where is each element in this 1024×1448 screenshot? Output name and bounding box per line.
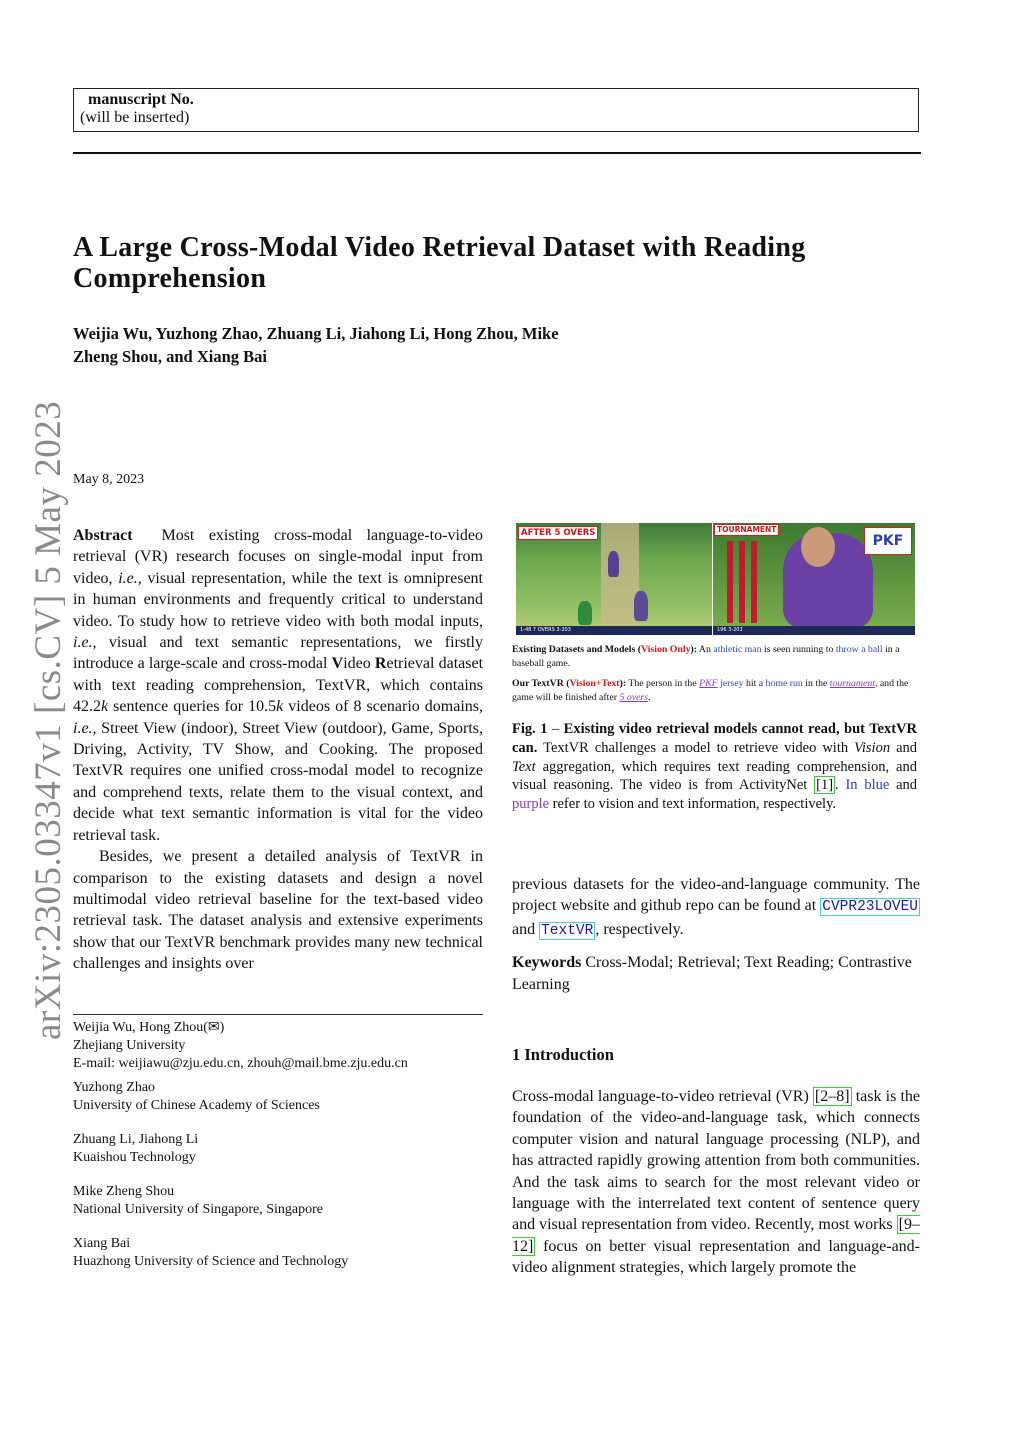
project-website-link[interactable]: CVPR23LOVEU xyxy=(822,899,918,916)
batter-figure xyxy=(608,551,619,577)
stump-shape xyxy=(751,541,757,623)
manuscript-note: (will be inserted) xyxy=(80,109,190,126)
figure-existing-models-line xyxy=(512,643,917,670)
pkf-logo: PKF xyxy=(864,527,912,555)
affiliation-org: National University of Singapore, Singapore xyxy=(73,1202,324,1217)
abstract-text: ideo xyxy=(343,655,375,673)
score-bar: 196 3-203 xyxy=(713,626,915,635)
figure-textvr-line xyxy=(512,677,917,704)
abstract-text: Most existing cross-modal language-to-video retrieval (VR) research focuses on single-modal input from video, xyxy=(73,527,484,587)
body-text: Cross-modal language-to-video retrieval (VR) xyxy=(512,1088,813,1105)
caption-text: and xyxy=(890,739,917,756)
body-text: task is the foundation of the video-and-language task, which connects computer vision and natural language processing (NLP), and has attracted rapidly growing attention from both communities. And the task aims to search for the most relevant video or language with the interrelated text content of sentence query and visual representation from video. Recently, most works xyxy=(512,1088,920,1234)
affiliation-org: University of Chinese Academy of Sciences xyxy=(73,1098,320,1113)
figure-text: , and the game will be finished after xyxy=(512,678,909,703)
citation-link[interactable]: [2–8] xyxy=(814,1088,850,1105)
figure-label: ): xyxy=(690,644,697,655)
figure-text-word: PKF xyxy=(699,678,718,689)
footnote-rule xyxy=(73,1014,483,1015)
body-text: previous datasets for the video-and-language community. The project website and github repo can be found at xyxy=(512,876,920,915)
score-bar: 1-48 7 OVERS 3-203 xyxy=(516,626,712,635)
figure-label: Existing Datasets and Models ( xyxy=(512,644,642,655)
abstract-paragraph-2: Besides, we present a detailed analysis of TextVR in comparison to the existing datasets and design a novel multimodal video retrieval baseline for the text-based video retrieval task. The dataset analysis and extensive experiments show that our TextVR benchmark provides many new technical challenges and insights over xyxy=(73,848,483,973)
abstract xyxy=(73,525,483,975)
affiliation-block xyxy=(73,1019,503,1073)
figure-vision-text: Vision+Text xyxy=(569,678,620,689)
abstract-k: k xyxy=(101,698,109,716)
abstract-r-letter: R xyxy=(374,655,387,673)
figure-label: Our TextVR ( xyxy=(512,678,570,689)
paper-date: May 8, 2023 xyxy=(73,472,145,487)
abstract-text: sentence queries for 10.5 xyxy=(108,698,277,716)
body-text: , respectively. xyxy=(595,920,684,938)
affiliation-names: Mike Zheng Shou xyxy=(73,1184,175,1199)
author-list xyxy=(73,322,713,368)
manuscript-label: manuscript No. xyxy=(88,91,194,108)
stump-shape xyxy=(727,541,733,623)
figure-vision-only: Vision Only xyxy=(641,644,691,655)
figure-1 xyxy=(512,523,917,814)
abstract-v-letter: V xyxy=(331,655,344,673)
abstract-paragraph-1 xyxy=(73,525,483,846)
affiliation-names: Zhuang Li, Jiahong Li xyxy=(73,1132,199,1147)
affiliation-block xyxy=(73,1183,503,1219)
figure-vision-word: throw a ball xyxy=(835,644,883,655)
affiliations xyxy=(73,1019,503,1277)
citation-link[interactable]: [1] xyxy=(816,777,834,794)
affiliation-org: Kuaishou Technology xyxy=(73,1150,196,1165)
figure-text: hit a xyxy=(743,678,766,689)
overlay-label-after-5-overs: AFTER 5 OVERS xyxy=(518,526,598,540)
figure-text: in the xyxy=(802,678,830,689)
abstract-text: visual and text semantic representations, we firstly introduce a large-scale and cross-modal xyxy=(73,634,483,673)
top-rule xyxy=(73,152,921,154)
abstract-text: videos of 8 scenario domains, xyxy=(283,698,484,716)
affiliation-org: Zhejiang University xyxy=(73,1038,186,1053)
body-text: focus on better visual representation and language-and-video alignment strategies, which largely promote the xyxy=(512,1237,920,1277)
caption-label: Fig. 1 xyxy=(512,721,548,737)
cricket-image-left xyxy=(516,523,712,635)
abstract-text: etrieval dataset with text reading comprehension, TextVR, which contains 42.2 xyxy=(73,655,484,716)
abstract-continuation xyxy=(512,874,920,942)
player-figure xyxy=(634,591,648,621)
affiliation-names: Weijia Wu, Hong Zhou(✉) xyxy=(73,1020,225,1035)
figure-text: The person in the xyxy=(626,678,700,689)
github-repo-link[interactable]: TextVR xyxy=(541,922,594,939)
affiliation-block xyxy=(73,1131,503,1167)
caption-text: TextVR challenges a model to retrieve video with xyxy=(537,739,855,756)
abstract-ie: i.e., xyxy=(73,634,97,652)
introduction-paragraph xyxy=(512,1086,920,1279)
paper-title: A Large Cross-Modal Video Retrieval Dataset with Reading Comprehension xyxy=(73,232,806,294)
caption-text: refer to vision and text information, respectively. xyxy=(549,796,837,813)
stump-shape xyxy=(739,541,745,623)
figure-text: in a baseball game. xyxy=(512,644,900,669)
caption-text: – xyxy=(547,721,564,737)
manuscript-box xyxy=(73,88,919,132)
abstract-text: visual representation, while the text is omnipresent in human environments and frequently critical to understand video. To study how to retrieve video with both modal inputs, xyxy=(73,569,483,630)
cricket-image-right xyxy=(713,523,915,635)
caption-text: and xyxy=(889,777,917,794)
caption-purple: purple xyxy=(512,796,550,813)
caption-text: aggregation, which requires text reading comprehension, and visual reasoning. The video is from ActivityNet xyxy=(512,758,917,794)
caption-italic: Vision xyxy=(854,739,891,756)
keywords xyxy=(512,952,920,995)
abstract-label: Abstract xyxy=(73,527,133,544)
body-text: and xyxy=(512,920,540,938)
abstract-ie: i.e., xyxy=(73,719,97,737)
figure-caption xyxy=(512,720,917,814)
figure-images xyxy=(512,523,917,635)
affiliation-block xyxy=(73,1079,503,1115)
fielder-figure xyxy=(578,601,592,625)
abstract-k: k xyxy=(276,698,284,716)
author-line-1: Weijia Wu, Yuzhong Zhao, Zhuang Li, Jiahong Li, Hong Zhou, Mike xyxy=(73,324,559,343)
caption-bold: Existing video retrieval models cannot read, but TextVR can. xyxy=(512,721,918,756)
figure-vision-word: jersey xyxy=(720,678,744,689)
caption-text: . xyxy=(835,777,846,794)
right-column xyxy=(512,874,920,995)
figure-text-word: tournament xyxy=(829,678,875,689)
abstract-text: Street View (indoor), Street View (outdoor), Game, Sports, Driving, Activity, TV Show, and Cooking. The proposed TextVR requires one unified cross-modal model to recognize and comprehend texts, relate them to the visual context, and decide what text semantic information is vital for the video retrieval task. xyxy=(73,719,483,844)
keywords-text: Cross-Modal; Retrieval; Text Reading; Contrastive Learning xyxy=(512,954,912,993)
affiliation-email: E-mail: weijiawu@zju.edu.cn, zhouh@mail.bme.zju.edu.cn xyxy=(73,1056,408,1071)
abstract-ie: i.e., xyxy=(118,569,142,587)
figure-vision-word: man xyxy=(744,644,762,655)
author-line-2: Zheng Shou, and Xiang Bai xyxy=(73,347,267,366)
figure-vision-word: athletic xyxy=(713,644,743,655)
figure-label: ): xyxy=(619,678,627,689)
arxiv-stamp: arXiv:2305.03347v1 [cs.CV] 5 May 2023 xyxy=(28,400,69,1040)
overlay-label-tournament: TOURNAMENT xyxy=(714,524,779,536)
caption-blue: In blue xyxy=(845,777,890,794)
keywords-label: Keywords xyxy=(512,954,582,972)
affiliation-names: Xiang Bai xyxy=(73,1236,131,1251)
affiliation-names: Yuzhong Zhao xyxy=(73,1080,156,1095)
figure-text: is seen running to xyxy=(761,644,836,655)
batsman-head xyxy=(801,527,835,567)
affiliation-org: Huazhong University of Science and Technology xyxy=(73,1254,349,1269)
affiliation-block xyxy=(73,1235,503,1271)
figure-text: . xyxy=(648,691,651,703)
caption-italic: Text xyxy=(512,758,536,775)
figure-vision-word: home run xyxy=(765,678,803,689)
citation-link[interactable]: [9–12] xyxy=(512,1216,920,1255)
figure-text: An xyxy=(697,644,714,655)
section-heading-introduction: 1 Introduction xyxy=(512,1045,614,1064)
figure-text-word: 5 overs xyxy=(619,691,649,703)
